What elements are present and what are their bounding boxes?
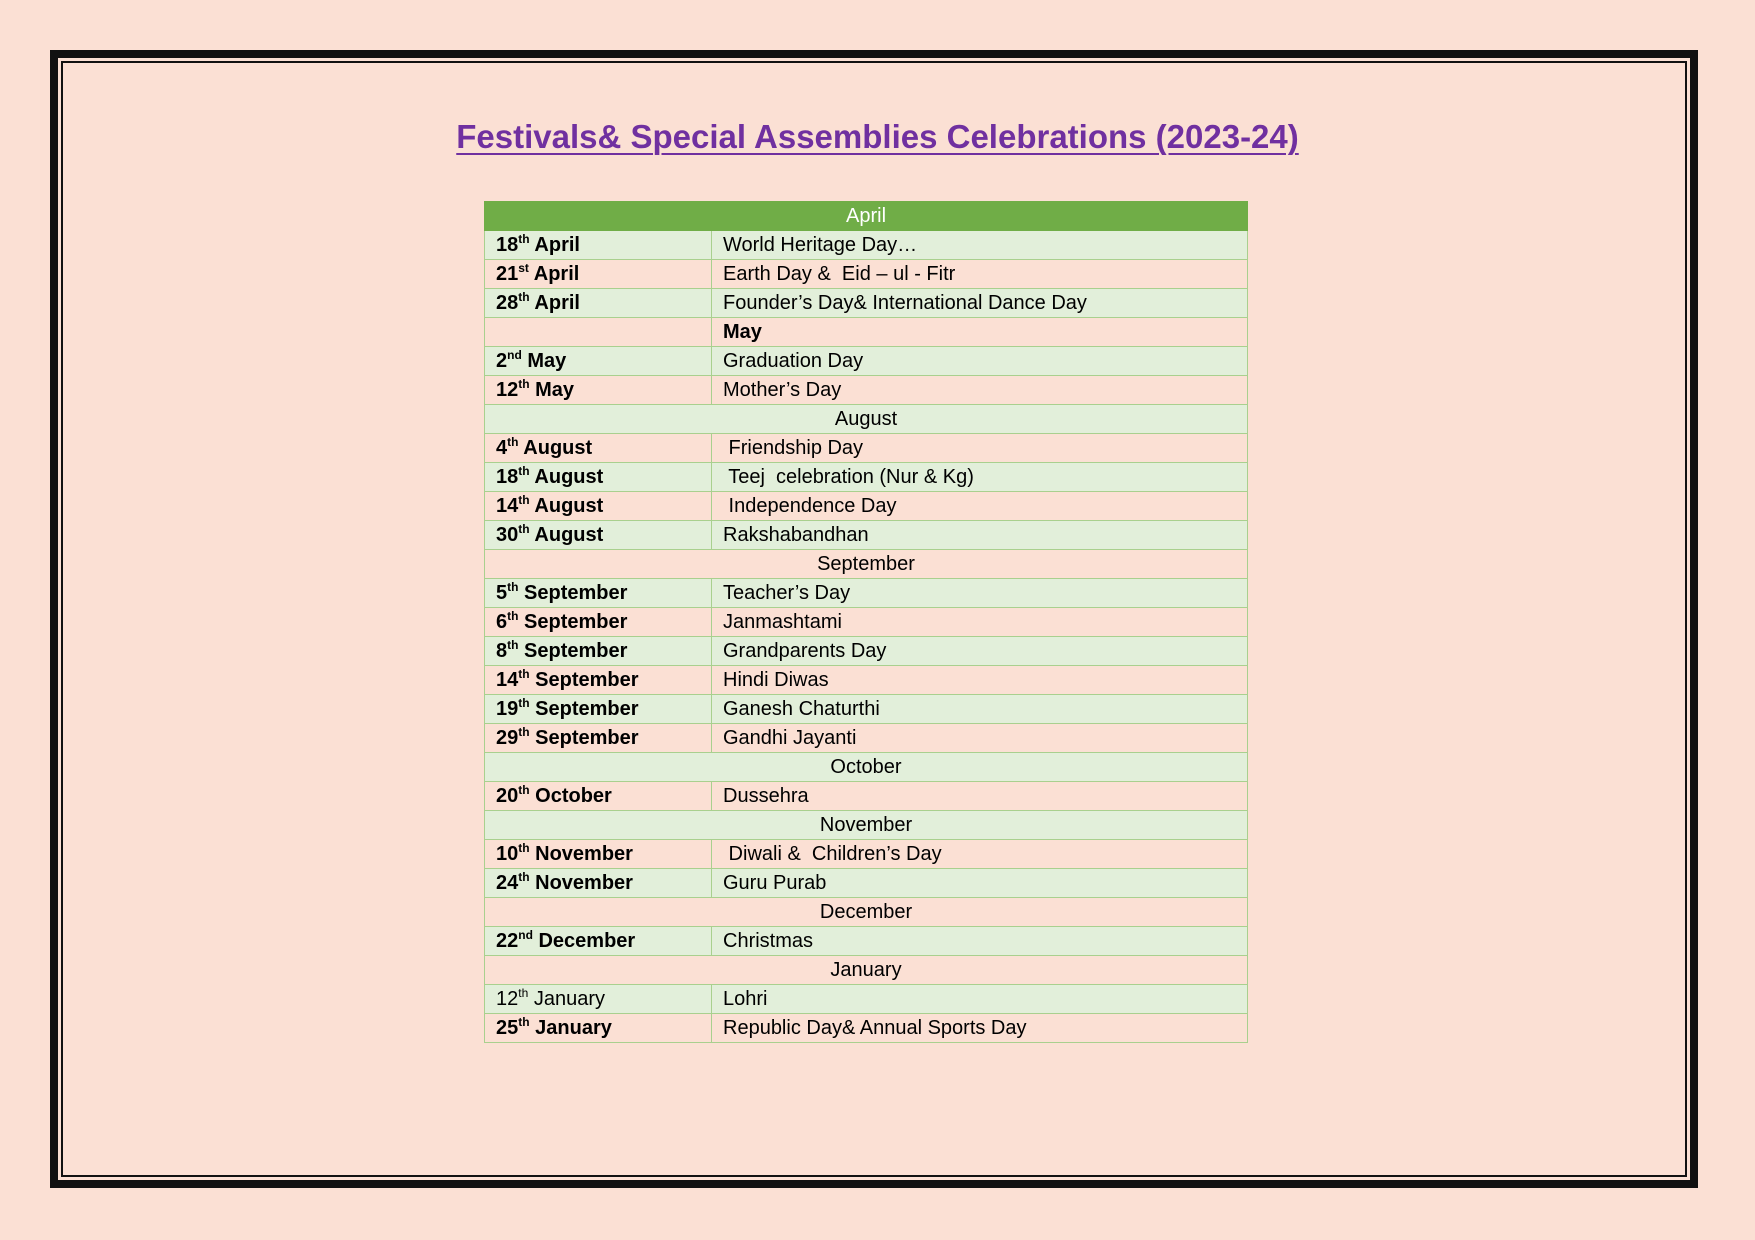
event-date bbox=[485, 782, 712, 811]
month-heading-row bbox=[485, 753, 1248, 782]
date-day: 18 bbox=[496, 466, 519, 488]
event-name: Gandhi Jayanti bbox=[712, 724, 1248, 753]
date-day: 6 bbox=[496, 611, 508, 633]
event-name: Graduation Day bbox=[712, 347, 1248, 376]
month-heading: September bbox=[485, 550, 1248, 579]
table-row bbox=[485, 463, 1248, 492]
month-heading: May bbox=[712, 318, 1248, 347]
event-date bbox=[485, 521, 712, 550]
table-row bbox=[485, 608, 1248, 637]
date-day: 20 bbox=[496, 785, 519, 807]
event-name: Ganesh Chaturthi bbox=[712, 695, 1248, 724]
date-day: 19 bbox=[496, 698, 519, 720]
event-name: Dussehra bbox=[712, 782, 1248, 811]
date-month: September bbox=[535, 669, 639, 691]
date-month: December bbox=[538, 930, 636, 952]
event-name: Earth Day & Eid – ul - Fitr bbox=[712, 260, 1248, 289]
date-ordinal-suffix: th bbox=[518, 1015, 530, 1029]
event-date bbox=[485, 666, 712, 695]
event-date bbox=[485, 434, 712, 463]
date-day: 12 bbox=[496, 988, 519, 1010]
date-month: September bbox=[535, 698, 639, 720]
month-heading-row bbox=[485, 405, 1248, 434]
date-day: 12 bbox=[496, 379, 519, 401]
date-day: 2 bbox=[496, 350, 508, 372]
date-day: 14 bbox=[496, 495, 519, 517]
month-heading: November bbox=[485, 811, 1248, 840]
date-ordinal-suffix: th bbox=[518, 522, 530, 536]
event-name: Janmashtami bbox=[712, 608, 1248, 637]
event-name: Republic Day& Annual Sports Day bbox=[712, 1014, 1248, 1043]
table-row bbox=[485, 260, 1248, 289]
table-header-row bbox=[485, 202, 1248, 231]
table-row bbox=[485, 985, 1248, 1014]
date-ordinal-suffix: th bbox=[518, 870, 530, 884]
event-name: Rakshabandhan bbox=[712, 521, 1248, 550]
event-date bbox=[485, 231, 712, 260]
event-date bbox=[485, 492, 712, 521]
event-date bbox=[485, 637, 712, 666]
date-day: 25 bbox=[496, 1017, 519, 1039]
date-ordinal-suffix: th bbox=[507, 609, 519, 623]
table-row bbox=[485, 637, 1248, 666]
date-day: 30 bbox=[496, 524, 519, 546]
date-ordinal-suffix: th bbox=[518, 464, 530, 478]
table-row bbox=[485, 927, 1248, 956]
celebrations-table bbox=[484, 201, 1248, 1043]
table-row bbox=[485, 289, 1248, 318]
event-date bbox=[485, 463, 712, 492]
table-row bbox=[485, 376, 1248, 405]
event-name: Guru Purab bbox=[712, 869, 1248, 898]
event-name: Mother’s Day bbox=[712, 376, 1248, 405]
table-row bbox=[485, 1014, 1248, 1043]
date-ordinal-suffix: nd bbox=[507, 348, 522, 362]
event-name: Friendship Day bbox=[712, 434, 1248, 463]
event-name: World Heritage Day… bbox=[712, 231, 1248, 260]
event-date bbox=[485, 376, 712, 405]
table-row bbox=[485, 347, 1248, 376]
date-ordinal-suffix: nd bbox=[518, 928, 533, 942]
date-month: August bbox=[534, 466, 604, 488]
table-row bbox=[485, 869, 1248, 898]
date-ordinal-suffix: st bbox=[518, 261, 529, 275]
date-day: 24 bbox=[496, 872, 519, 894]
date-day: 4 bbox=[496, 437, 508, 459]
table-row bbox=[485, 521, 1248, 550]
date-month: September bbox=[524, 582, 628, 604]
event-name: Hindi Diwas bbox=[712, 666, 1248, 695]
event-date bbox=[485, 724, 712, 753]
event-name: Teacher’s Day bbox=[712, 579, 1248, 608]
date-month: May bbox=[527, 350, 567, 372]
date-month: September bbox=[524, 640, 628, 662]
event-date bbox=[485, 289, 712, 318]
table-row bbox=[485, 666, 1248, 695]
event-name: Diwali & Children’s Day bbox=[712, 840, 1248, 869]
month-heading-row bbox=[485, 811, 1248, 840]
date-day: 10 bbox=[496, 843, 519, 865]
table-row bbox=[485, 492, 1248, 521]
date-day: 29 bbox=[496, 727, 519, 749]
event-date bbox=[485, 347, 712, 376]
date-day: 8 bbox=[496, 640, 508, 662]
date-day: 5 bbox=[496, 582, 508, 604]
month-heading-row bbox=[485, 550, 1248, 579]
date-ordinal-suffix: th bbox=[518, 493, 530, 507]
event-date bbox=[485, 260, 712, 289]
date-ordinal-suffix: th bbox=[518, 783, 530, 797]
date-month: April bbox=[534, 292, 580, 314]
event-date bbox=[485, 579, 712, 608]
date-ordinal-suffix: th bbox=[518, 841, 530, 855]
month-heading-row bbox=[485, 318, 1248, 347]
table-row bbox=[485, 724, 1248, 753]
date-month: August bbox=[523, 437, 593, 459]
date-day: 28 bbox=[496, 292, 519, 314]
date-ordinal-suffix: th bbox=[518, 986, 529, 1000]
event-date bbox=[485, 695, 712, 724]
date-day: 21 bbox=[496, 263, 519, 285]
date-ordinal-suffix: th bbox=[518, 377, 530, 391]
date-ordinal-suffix: th bbox=[507, 435, 519, 449]
date-ordinal-suffix: th bbox=[507, 638, 519, 652]
event-date bbox=[485, 1014, 712, 1043]
date-month: November bbox=[535, 843, 633, 865]
event-name: Lohri bbox=[712, 985, 1248, 1014]
table-row bbox=[485, 695, 1248, 724]
event-name: Grandparents Day bbox=[712, 637, 1248, 666]
table-row bbox=[485, 782, 1248, 811]
date-ordinal-suffix: th bbox=[518, 725, 530, 739]
event-date bbox=[485, 608, 712, 637]
event-name: Teej celebration (Nur & Kg) bbox=[712, 463, 1248, 492]
date-ordinal-suffix: th bbox=[518, 696, 530, 710]
date-month: January bbox=[535, 1017, 612, 1039]
date-month: May bbox=[535, 379, 575, 401]
empty-date-cell bbox=[485, 318, 712, 347]
event-name: Independence Day bbox=[712, 492, 1248, 521]
date-day: 18 bbox=[496, 234, 519, 256]
month-heading-row bbox=[485, 898, 1248, 927]
month-heading-row bbox=[485, 956, 1248, 985]
table-row bbox=[485, 434, 1248, 463]
month-heading: December bbox=[485, 898, 1248, 927]
date-day: 14 bbox=[496, 669, 519, 691]
date-month: April bbox=[533, 263, 580, 285]
table-header-month: April bbox=[485, 202, 1248, 231]
event-name: Christmas bbox=[712, 927, 1248, 956]
date-month: September bbox=[524, 611, 628, 633]
event-name: Founder’s Day& International Dance Day bbox=[712, 289, 1248, 318]
table-row bbox=[485, 579, 1248, 608]
event-date bbox=[485, 840, 712, 869]
month-heading: August bbox=[485, 405, 1248, 434]
event-date bbox=[485, 985, 712, 1014]
page-title-text: Festivals& Special Assemblies Celebrations (2023-24) bbox=[456, 118, 1299, 155]
date-ordinal-suffix: th bbox=[507, 580, 519, 594]
date-month: October bbox=[535, 785, 612, 807]
date-month: April bbox=[534, 234, 580, 256]
date-month: August bbox=[534, 524, 604, 546]
date-month: August bbox=[534, 495, 604, 517]
table-row bbox=[485, 840, 1248, 869]
date-ordinal-suffix: th bbox=[518, 232, 530, 246]
date-ordinal-suffix: th bbox=[518, 290, 530, 304]
date-ordinal-suffix: th bbox=[518, 667, 530, 681]
table-row bbox=[485, 231, 1248, 260]
event-date bbox=[485, 927, 712, 956]
date-month: January bbox=[533, 988, 605, 1010]
date-month: November bbox=[535, 872, 633, 894]
date-day: 22 bbox=[496, 930, 519, 952]
date-month: September bbox=[535, 727, 639, 749]
month-heading: January bbox=[485, 956, 1248, 985]
event-date bbox=[485, 869, 712, 898]
month-heading: October bbox=[485, 753, 1248, 782]
page-title bbox=[0, 118, 1755, 156]
